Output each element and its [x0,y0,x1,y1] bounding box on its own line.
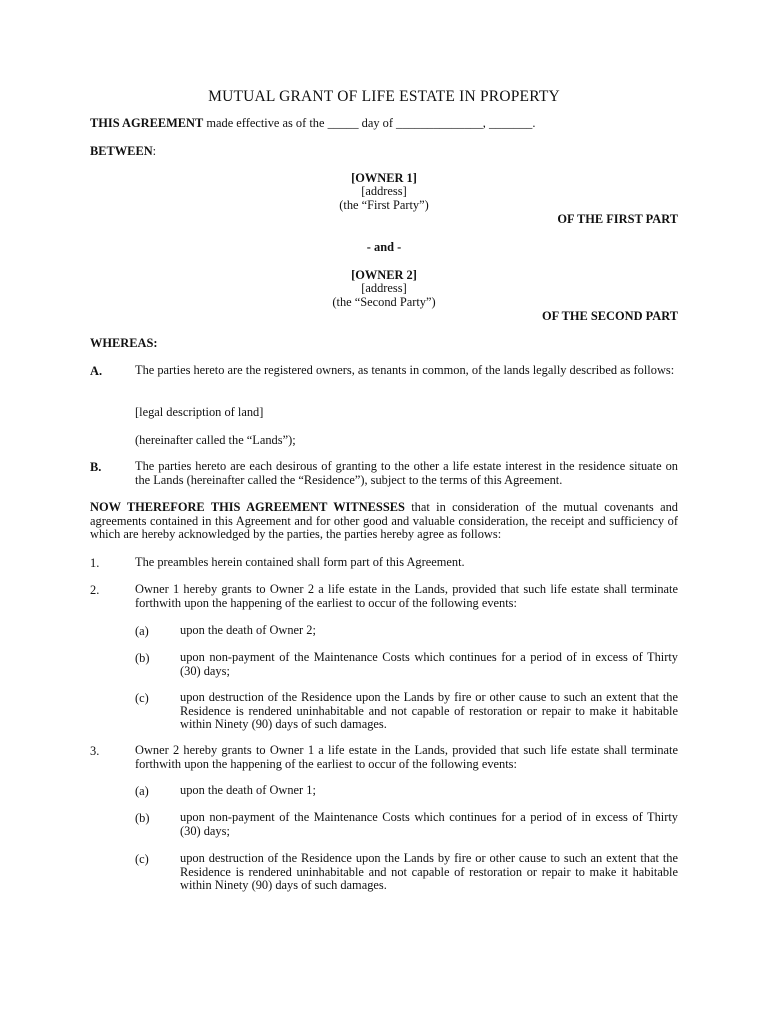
recital-a-mark: A. [90,364,103,378]
clause2-c-mark: (c) [135,691,149,705]
owner2-part: OF THE SECOND PART [542,309,678,323]
owner2-name: [OWNER 2] [351,268,417,282]
owner1-part: OF THE FIRST PART [557,212,678,226]
clause1-text: The preambles herein contained shall form part of this Agreement. [135,555,465,569]
clause3-b-mark: (b) [135,811,150,825]
whereas-heading: WHEREAS: [90,336,158,350]
owner2-role: (the “Second Party”) [332,295,436,309]
witnesses-paragraph [90,501,678,542]
owner1-role: (the “First Party”) [339,198,429,212]
clause3-b-text: upon non-payment of the Maintenance Costs which continues for a period of in excess of Thirty (30) days; [180,810,678,838]
clause2-b-mark: (b) [135,651,150,665]
lands-definition: (hereinafter called the “Lands”); [135,433,296,447]
document-title: MUTUAL GRANT OF LIFE ESTATE IN PROPERTY [208,88,560,105]
clause2-a-mark: (a) [135,624,149,638]
between-label: BETWEEN [90,144,153,158]
clause3-c-text: upon destruction of the Residence upon the Lands by fire or other cause to such an extent that the Residence is rendered uninhabitable and not capable of restoration or repair to make it habitable within Ninety (90) days of such damages. [180,851,678,892]
witnesses-lead: NOW THEREFORE THIS AGREEMENT WITNESSES [90,500,405,514]
owner2-address: [address] [361,281,407,295]
and-separator: - and - [366,240,402,254]
clause1-mark: 1. [90,556,100,570]
witnesses-rest: that in consideration of the mutual covenants and agreements contained in this Agreement and for other good and valuable consideration, the receipt and sufficiency of which are hereby acknowledged by the parties, the parties hereby agree as follows: [90,500,678,541]
clause3-a-mark: (a) [135,784,149,798]
clause2-mark: 2. [90,583,100,597]
clause3-a-text: upon the death of Owner 1; [180,783,316,797]
owner1-address: [address] [361,184,407,198]
between-colon: : [152,144,157,158]
clause3-mark: 3. [90,744,100,758]
between-heading [90,144,156,159]
clause2-a-text: upon the death of Owner 2; [180,623,316,637]
clause3-text: Owner 2 hereby grants to Owner 1 a life estate in the Lands, provided that such life estate shall terminate forthwith upon the happening of the earliest to occur of the following events: [135,743,678,771]
recital-a-text: The parties hereto are the registered owners, as tenants in common, of the lands legally described as follows: [135,363,675,377]
recital-b-text: The parties hereto are each desirous of granting to the other a life estate interest in the residence situate on the Lands (hereinafter called the “Residence”), subject to the terms of this Agreement. [135,459,678,487]
clause2-text: Owner 1 hereby grants to Owner 2 a life estate in the Lands, provided that such life estate shall terminate forthwith upon the happening of the earliest to occur of the following events: [135,582,678,610]
intro-rest: made effective as of the _____ day of ______________, _______. [203,116,536,130]
clause2-b-text: upon non-payment of the Maintenance Costs which continues for a period of in excess of Thirty (30) days; [180,650,678,678]
intro-lead: THIS AGREEMENT [90,116,204,130]
intro-line [90,116,535,131]
owner1-name: [OWNER 1] [351,171,417,185]
clause3-c-mark: (c) [135,852,149,866]
recital-b-mark: B. [90,460,102,474]
legal-description: [legal description of land] [135,405,264,419]
clause2-c-text: upon destruction of the Residence upon the Lands by fire or other cause to such an extent that the Residence is rendered uninhabitable and not capable of restoration or repair to make it habitable within Ninety (90) days of such damages. [180,690,678,731]
